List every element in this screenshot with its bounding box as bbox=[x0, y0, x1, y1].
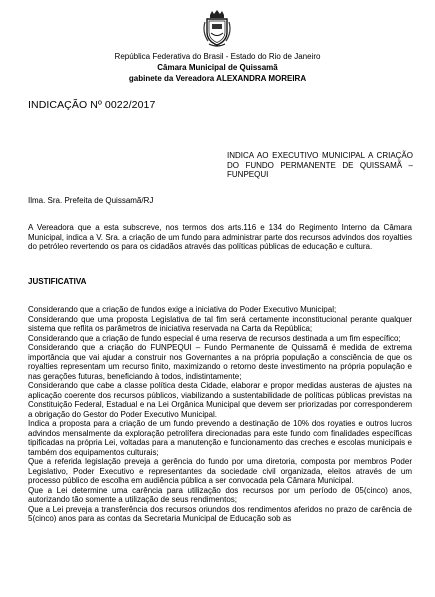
justificativa-heading: JUSTIFICATIVA bbox=[28, 277, 87, 286]
justificativa-paragraph: Indica a proposta para a criação de um fundo prevendo a destinação de 10% dos royaties e outros lucros advindos mensalmente da exploração petrolífera direcionadas para este fundo com finalidades específicas tipificadas na própria Lei, voltadas para a manutenção e funcionamento das creches e escolas municipais e também dos equipamentos culturais; bbox=[28, 419, 412, 457]
indicacao-ementa: INDICA AO EXECUTIVO MUNICIPAL A CRIAÇÃO DO FUNDO PERMANENTE DE QUISSAMÃ – FUNPEQUI bbox=[227, 151, 413, 179]
municipal-coat-of-arms-icon bbox=[201, 8, 233, 48]
justificativa-paragraph: Que a Lei determine uma carência para utilização dos recursos por um período de 05(cinco) anos, autorizando tão somente a utilização de seus rendimentos; bbox=[28, 485, 412, 504]
justificativa-paragraph: Que a Lei preveja a transferência dos recursos oriundos dos rendimentos aferidos no prazo de carência de 5(cinco) anos para as contas da Secretaria Municipal de Educação sob as bbox=[28, 504, 412, 523]
indicacao-number: INDICAÇÃO Nº 0022/2017 bbox=[28, 99, 156, 111]
justificativa-paragraph: Considerando que uma proposta Legislativa de tal fim será certamente inconstitucional perante qualquer sistema que reflita os parâmetros de iniciativa reservada na Carta da República; bbox=[28, 314, 412, 333]
justificativa-paragraph: Considerando que a criação do FUNPEQUI – Fundo Permanente de Quissamã é medida de extrema importância que vai ajudar a construir nos Governantes a na própria população a consciência de que os royalties representam um recurso finito, maximizando o retorno deste investimento na própria população e nas gerações futuras, beneficiando à todos, indistintamente; bbox=[28, 343, 412, 381]
letterhead-office: gabinete da Vereadora ALEXANDRA MOREIRA bbox=[128, 74, 307, 83]
justificativa-paragraph: Que a referida legislação preveja a gerência do fundo por uma diretoria, composta por membros Poder Legislativo, Poder Executivo e representantes da sociedade civil organizada, eleitos através de um processo público de escolha em audiência pública a ser convocada pela Câmara Municipal. bbox=[28, 457, 412, 485]
justificativa-paragraph: Considerando que a criação de fundo especial é uma reserva de recursos destinada a um fim específico; bbox=[28, 333, 401, 343]
addressee: Ilma. Sra. Prefeita de Quissamã/RJ bbox=[28, 196, 154, 205]
justificativa-paragraph: Considerando que cabe a classe política desta Cidade, elaborar e propor medidas austeras de ajustes na aplicação coerente dos recursos públicos, viabilizando a sustentabilidade de políticas públicas previstas na Constituição Federal, Estadual e na Lei Orgânica Municipal que devem ser priorizadas por corresponderem a obrigação do Gestor do Poder Executivo Municipal. bbox=[28, 381, 412, 419]
letterhead-chamber: Câmara Municipal de Quissamã bbox=[157, 63, 278, 72]
letterhead-republic: República Federativa do Brasil - Estado do Rio de Janeiro bbox=[114, 52, 321, 61]
justificativa-body bbox=[28, 305, 412, 524]
letterhead bbox=[0, 51, 435, 84]
justificativa-paragraph: Considerando que a criação de fundos exige a iniciativa do Poder Executivo Municipal; bbox=[28, 305, 337, 314]
intro-paragraph: A Vereadora que a esta subscreve, nos termos dos arts.116 e 134 do Regimento Interno da Câmara Municipal, indica a V. Sra. a criação de um fundo para administrar parte dos recursos advindos dos royalties do petróleo revertendo os para os cidadãos através das políticas públicas de educação e cultura. bbox=[28, 223, 412, 251]
